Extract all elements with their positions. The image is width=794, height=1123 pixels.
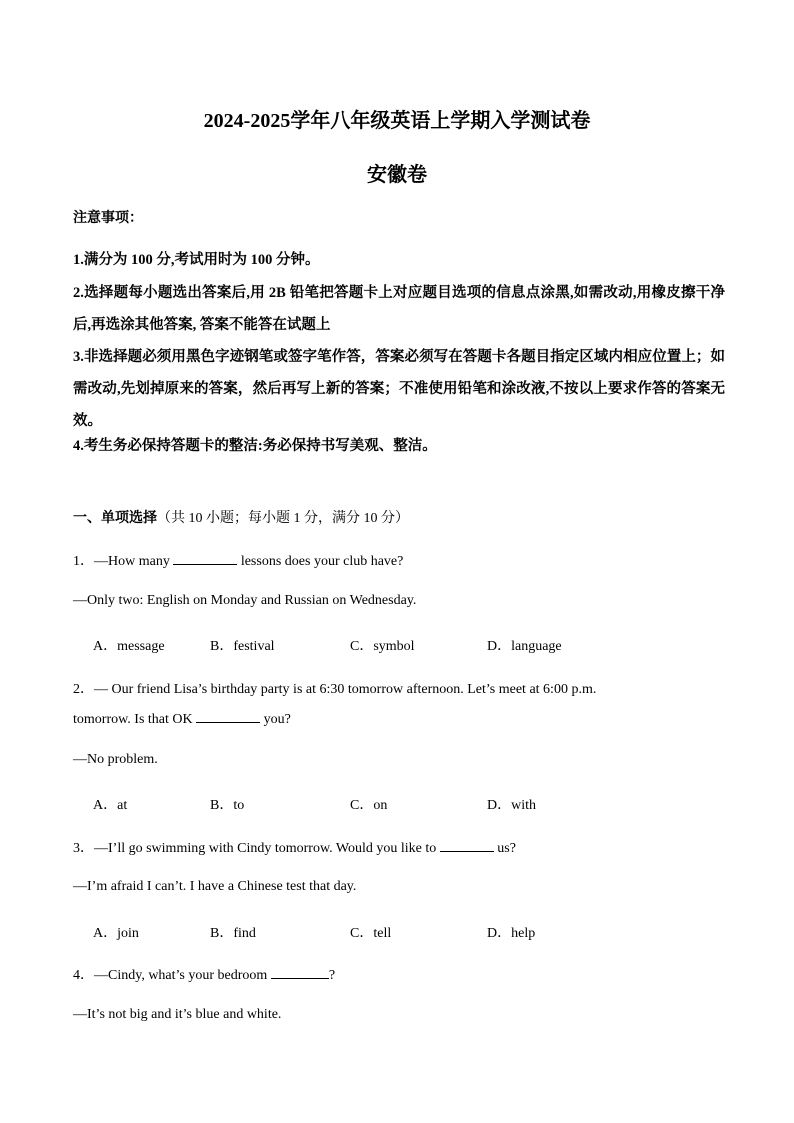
question-2-stem-line1: 2．— Our friend Lisa’s birthday party is at 6:30 tomorrow afternoon. Let’s meet at 6:00 p.m.: [73, 682, 597, 697]
option-c: C．symbol: [350, 639, 415, 654]
option-b: B．festival: [210, 639, 275, 654]
note-item-4: 4.考生务必保持答题卡的整洁:务必保持书写美观、整洁。: [73, 438, 437, 454]
note-item-1: 1.满分为 100 分,考试用时为 100 分钟。: [73, 252, 320, 268]
section-title: 一、单项选择: [73, 511, 157, 526]
note-item-2: 2.选择题每小题选出答案后,用 2B 铅笔把答题卡上对应题目选项的信息点涂黑,如需改动,用橡皮擦干净后,再选涂其他答案, 答案不能答在试题上: [73, 285, 725, 333]
question-1-dialogue: —Only two: English on Monday and Russian on Wednesday.: [73, 593, 417, 608]
option-b: B．to: [210, 798, 245, 813]
option-c: C．tell: [350, 926, 392, 941]
answer-blank: [271, 966, 329, 979]
option-d: D．help: [487, 926, 536, 941]
question-1-stem: 1．—How many lessons does your club have?: [73, 554, 404, 569]
section-heading: [73, 507, 409, 527]
answer-blank: [440, 839, 494, 852]
option-c: C．on: [350, 798, 388, 813]
exam-subtitle: 安徽卷: [367, 164, 427, 186]
question-2-stem-line2: tomorrow. Is that OK you?: [73, 712, 291, 727]
option-a: A．at: [93, 798, 128, 813]
option-d: D．with: [487, 798, 536, 813]
question-2-dialogue: —No problem.: [73, 752, 158, 767]
question-4-dialogue: —It’s not big and it’s blue and white.: [73, 1007, 282, 1022]
notes-heading: 注意事项：: [73, 211, 143, 226]
question-3-stem: 3．—I’ll go swimming with Cindy tomorrow. Would you like to us?: [73, 841, 516, 856]
option-b: B．find: [210, 926, 256, 941]
question-4-stem: 4．—Cindy, what’s your bedroom ?: [73, 968, 336, 983]
answer-blank: [196, 710, 260, 723]
exam-title: 2024-2025学年八年级英语上学期入学测试卷: [203, 110, 591, 132]
option-a: A．join: [93, 926, 139, 941]
note-item-3: 3.非选择题必须用黑色字迹钢笔或签字笔作答，答案必须写在答题卡各题目指定区域内相应位置上；如需改动,先划掉原来的答案，然后再写上新的答案；不准使用铅笔和涂改液,不按以上要求作答的答案无效。: [73, 349, 725, 429]
answer-blank: [173, 552, 237, 565]
section-description: （共 10 小题；每小题 1 分，满分 10 分）: [157, 511, 409, 526]
question-3-dialogue: —I’m afraid I can’t. I have a Chinese test that day.: [73, 879, 357, 894]
option-d: D．language: [487, 639, 562, 654]
option-a: A．message: [93, 639, 165, 654]
